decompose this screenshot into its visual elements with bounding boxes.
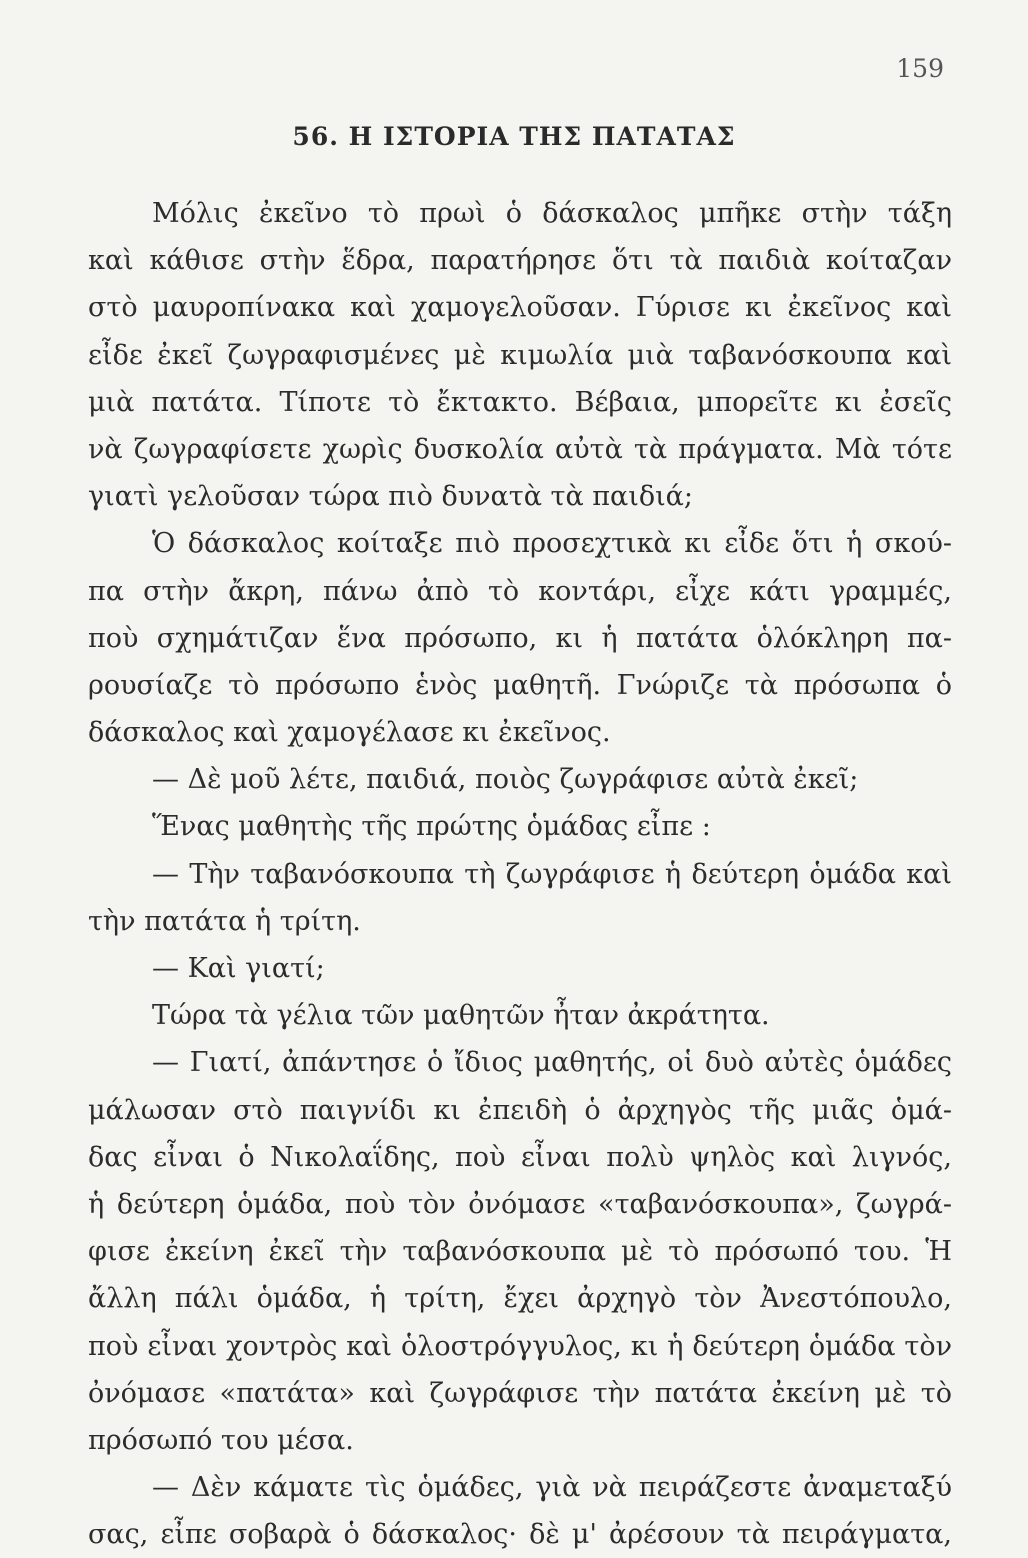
text-line: καὶ κάθισε στὴν ἕδρα, παρατήρησε ὅτι τὰ παιδιὰ κοίταζαν	[88, 245, 952, 277]
chapter-title: 56. Η ΙΣΤΟΡΙΑ ΤΗΣ ΠΑΤΑΤΑΣ	[292, 122, 736, 151]
text-line: δας εἶναι ὁ Νικολαΐδης, ποὺ εἶναι πολὺ ψηλὸς καὶ λιγνός,	[88, 1141, 952, 1173]
text-line: πρόσωπό του μέσα.	[88, 1424, 354, 1456]
text-line: μιὰ πατάτα. Τίποτε τὸ ἔκτακτο. Βέβαια, μπορεῖτε κι ἐσεῖς	[88, 386, 952, 418]
text-line: Μόλις ἐκεῖνο τὸ πρωὶ ὁ δάσκαλος μπῆκε στὴν τάξη	[152, 198, 952, 229]
text-line: δάσκαλος καὶ χαμογέλασε κι ἐκεῖνος.	[88, 717, 611, 749]
text-line: — Δὲν κάματε τὶς ὁμάδες, γιὰ νὰ πειράζεστε ἀναμεταξύ	[152, 1472, 952, 1504]
text-line: γιατὶ γελοῦσαν τώρα πιὸ δυνατὰ τὰ παιδιά;	[88, 481, 693, 513]
text-line: ὀνόμασε «πατάτα» καὶ ζωγράφισε τὴν πατάτα ἐκείνη μὲ τὸ	[88, 1377, 952, 1409]
page-number: 159	[896, 54, 944, 83]
text-line: Ὁ δάσκαλος κοίταξε πιὸ προσεχτικὰ κι εἶδε ὅτι ἡ σκού-	[152, 528, 952, 560]
text-line: — Τὴν ταβανόσκουπα τὴ ζωγράφισε ἡ δεύτερη ὁμάδα καὶ	[152, 858, 952, 890]
text-line: ρουσίαζε τὸ πρόσωπο ἑνὸς μαθητῆ. Γνώριζε τὰ πρόσωπα ὁ	[88, 669, 952, 701]
text-line: νὰ ζωγραφίσετε χωρὶς δυσκολία αὐτὰ τὰ πράγματα. Μὰ τότε	[88, 433, 952, 465]
text-line: Ἕνας μαθητὴς τῆς πρώτης ὁμάδας εἶπε :	[152, 811, 711, 843]
text-line: Τώρα τὰ γέλια τῶν μαθητῶν ἦταν ἀκράτητα.	[152, 1000, 770, 1032]
text-line: εἶδε ἐκεῖ ζωγραφισμένες μὲ κιμωλία μιὰ ταβανόσκουπα καὶ	[88, 339, 952, 371]
text-line: φισε ἐκείνη ἐκεῖ τὴν ταβανόσκουπα μὲ τὸ πρόσωπό του. Ἡ	[88, 1236, 952, 1268]
text-line: τὴν πατάτα ἡ τρίτη.	[88, 905, 361, 937]
text-line: μάλωσαν στὸ παιγνίδι κι ἐπειδὴ ὁ ἀρχηγὸς τῆς μιᾶς ὁμά-	[88, 1094, 952, 1126]
text-line: — Γιατί, ἀπάντησε ὁ ἴδιος μαθητής, οἱ δυὸ αὐτὲς ὁμάδες	[152, 1047, 952, 1079]
text-line: ἄλλη πάλι ὁμάδα, ἡ τρίτη, ἔχει ἀρχηγὸ τὸν Ἀνεστόπουλο,	[88, 1283, 952, 1315]
text-line: πα στὴν ἄκρη, πάνω ἀπὸ τὸ κοντάρι, εἶχε κάτι γραμμές,	[88, 575, 952, 607]
text-line: ἡ δεύτερη ὁμάδα, ποὺ τὸν ὀνόμασε «ταβανόσκουπα», ζωγρά-	[88, 1188, 952, 1220]
text-line: ποὺ σχημάτιζαν ἕνα πρόσωπο, κι ἡ πατάτα ὁλόκληρη πα-	[88, 622, 952, 654]
text-line: ποὺ εἶναι χοντρὸς καὶ ὁλοστρόγγυλος, κι ἡ δεύτερη ὁμάδα τὸν	[88, 1330, 952, 1362]
text-line: στὸ μαυροπίνακα καὶ χαμογελοῦσαν. Γύρισε κι ἐκεῖνος καὶ	[88, 292, 952, 324]
story-text	[88, 190, 952, 1558]
text-line: — Καὶ γιατί;	[152, 953, 325, 984]
text-line: — Δὲ μοῦ λέτε, παιδιά, ποιὸς ζωγράφισε αὐτὰ ἐκεῖ;	[152, 764, 859, 796]
text-line: σας, εἶπε σοβαρὰ ὁ δάσκαλος· δὲ μ' ἀρέσουν τὰ πειράγματα,	[88, 1519, 952, 1551]
